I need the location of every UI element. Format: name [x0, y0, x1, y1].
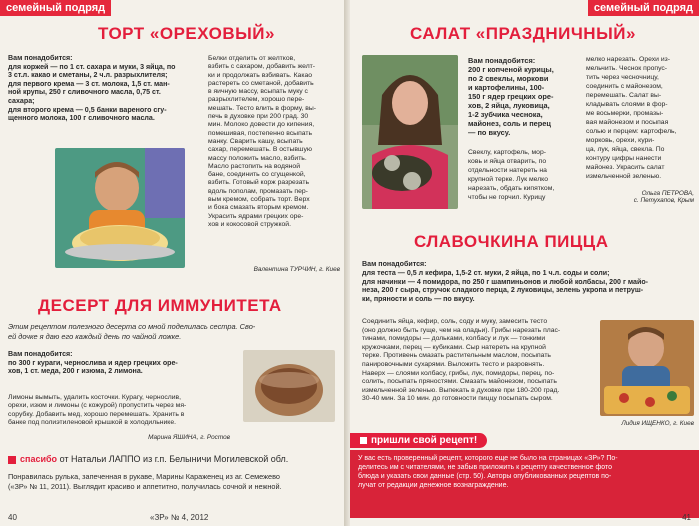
text-line: ей дочке я даю его каждый день по чайной ложке. [8, 332, 182, 341]
text-line: взбить с сахаром, добавить желт- [208, 63, 316, 71]
thanks-heading [8, 454, 342, 464]
text-line: тить через чесночницу, [586, 74, 659, 81]
section-tab: семейный подряд [588, 0, 699, 16]
ingredient-line: ки, пряности и соль — по вкусу. [362, 295, 475, 304]
text-line: ковь и яйца отварить, по [468, 158, 547, 165]
text-line: тинами, помидоры — дольками, колбасу и лук — тонкими [362, 335, 546, 343]
pizza-title: СЛАВОЧКИНА ПИЦЦА [414, 232, 609, 251]
ingredient-line: майонез, соль и перец [468, 119, 551, 128]
salat-ingredients [468, 56, 578, 137]
ingredient-line: хов, 1 ст. меда, 200 г изюма, 2 лимона. [8, 367, 143, 376]
desert-intro [8, 322, 342, 342]
text-line: ки и продолжать взбивать. Какао [208, 71, 313, 79]
text-line: солью и перцем: картофель, [586, 128, 677, 135]
pizza-signature: Лидия ИЩЕНКО, г. Киев [621, 420, 694, 427]
text-line: вая майонезом и посыпая [586, 119, 669, 126]
ingredient-line: и картофелины, 100- [468, 83, 545, 92]
text-line: отдельности натереть на [468, 167, 547, 174]
text-line: кладывать слоями в фор- [586, 101, 668, 108]
tort-ingredients [8, 54, 203, 123]
ingredient-line: хов, 2 яйца, луковица, [468, 101, 550, 110]
page-number: 40 [8, 513, 17, 522]
text-line: Соединить яйца, кефир, соль, соду и муку, замесить тесто [362, 318, 548, 325]
ingredient-line: для первого крема — 3 ст. молока, 1,5 ст. ман- [8, 79, 170, 88]
text-line: Понравилась рулька, запеченная в рукаве, Марины Караженец из аг. Семежево [8, 472, 280, 481]
text-line: солить, посыпать пряностями. Смазать майонезом, посыпать [362, 378, 557, 386]
ingredient-line: для теста — 0,5 л кефира, 1,5-2 ст. муки, 2 яйца, по 1 ч.л. соды и соли; [362, 268, 610, 277]
text-line: растереть со сметаной, добавить [208, 79, 314, 87]
text-line: массу положить масло, взбить. [208, 154, 307, 162]
ingredient-line: щенного молока, 100 г сливочного масла. [8, 114, 155, 123]
text-line: панировочными сухарями. Выложить тесто и разровнять. [362, 360, 545, 368]
text-line: измельченной зеленью. Выпекать в духовке при 180-200 град. [362, 386, 560, 394]
white-square-icon [360, 437, 367, 444]
signature-name: Ольга ПЕТРОВА, [641, 190, 694, 197]
salat-title: САЛАТ «ПРАЗДНИЧНЫЙ» [410, 24, 636, 43]
girl-with-salad-photo [362, 55, 458, 209]
send-recipe-box [350, 450, 699, 518]
text-line: бане, соединить со сгущенкой, [208, 171, 306, 179]
salat-body-right [586, 55, 694, 181]
text-line: майонез. Украсить салат [586, 164, 665, 171]
text-line: помешивая, постепенно всыпать [208, 129, 313, 137]
text-line: в яичную массу, всыпать муку с [208, 88, 308, 96]
ingredients-head: Вам понадобится: [362, 260, 427, 268]
text-line: и бока смазать вторым кремом. [208, 204, 309, 212]
text-line: 30-40 мин. За 10 мин. до готовности пиццу посыпать сыром. [362, 395, 553, 403]
ingredient-line: 150 г ядер грецких оре- [468, 92, 554, 101]
text-line: блюда и указать свои данные (стр. 50). Авторы опубликованных рецептов по- [358, 473, 612, 480]
text-line: соединить с майонезом, [586, 83, 663, 90]
text-line: Этим рецептом полезного десерта со мной поделилась сестра. Сво- [8, 322, 256, 331]
section-tab: семейный подряд [0, 0, 111, 16]
text-line: измельченной зеленью. [586, 173, 662, 180]
ingredients-list [8, 63, 203, 123]
text-line: вдоль пополам, промазать пер- [208, 187, 308, 195]
pizza-body [362, 318, 597, 404]
ingredient-line: — по вкусу. [468, 128, 511, 137]
text-line: («ЗР» № 11, 2011). Выглядит красиво и аппетитно, получилась сочной и нежной. [8, 482, 282, 491]
text-line: сорубку. Добавить мед, хорошо перемешать. Хранить в [8, 410, 185, 418]
text-line: У вас есть проверенный рецепт, которого еще не было на страницах «ЗР»? По- [358, 455, 618, 462]
ingredients-head: Вам понадобится: [468, 56, 536, 65]
ingredient-line: ной крупы, 250 г сливочного масла, 0,75 ст. [8, 88, 161, 97]
text-line: кружочками, перец — кубиками. Сыр натереть на крупной [362, 343, 546, 351]
text-line: вым кремом, собрать торт. Верх [208, 196, 310, 204]
desert-title: ДЕСЕРТ ДЛЯ ИММУНИТЕТА [38, 296, 282, 315]
thanks-word: спасибо [20, 454, 58, 464]
text-line: взбить. Готовый корж разрезать [208, 179, 310, 187]
desert-body [8, 394, 233, 427]
text-line: чтобы не горчил. Курицу [468, 194, 546, 201]
text-line: ме восьмерки, промазы- [586, 110, 664, 117]
ingredients-head: Вам понадобится: [8, 350, 73, 358]
ingredient-line: 1-2 зубчика чеснока, [468, 110, 543, 119]
ingredient-line: неза, 200 г сыра, стручок сладкого перца, 2 луковицы, зелень укропа и петруш- [362, 286, 644, 295]
text-line: Украсить ядрами грецких оре- [208, 212, 304, 220]
right-page [350, 0, 699, 526]
salat-body-left [468, 148, 578, 202]
text-line: Наверх — слоями колбасу, грибы, лук, помидоры, перец, по- [362, 369, 555, 377]
dessert-jar-photo [243, 350, 335, 422]
ingredient-line: для начинки — 4 помидора, по 250 г шампиньонов и любой колбасы, 200 г майо- [362, 277, 649, 286]
text-line: лучат от редакции денежное вознаграждение. [358, 482, 509, 489]
boy-with-cake-photo [55, 148, 185, 268]
text-line: манку. Сварить кашу, всыпать [208, 137, 303, 145]
send-recipe-label: пришли свой рецепт! [371, 435, 478, 446]
tort-body [208, 55, 340, 229]
text-line: ца, лук, яйца, свекла. По [586, 146, 665, 153]
text-line: Лимоны вымыть, удалить косточки. Курагу, чернослив, [8, 394, 182, 401]
thanks-author: от Натальи ЛАППО из г.п. Белыничи Могилевской обл. [59, 454, 289, 464]
text-line: сахар, перемешать. В остывшую [208, 146, 312, 154]
page-number: 41 [682, 513, 691, 522]
pizza-ingredients [362, 260, 694, 304]
text-line: контуру цифры нанести [586, 155, 662, 162]
text-line: мелко нарезать. Орехи из- [586, 56, 670, 63]
text-line: хов и кокосовой стружкой. [208, 220, 291, 228]
text-line: перемешать. Салат вы- [586, 92, 662, 99]
text-line: делитесь им с читателями, не забыв приложить к рецепту качественное фото [358, 464, 612, 471]
ingredient-line: сахара; [8, 96, 35, 105]
text-line: банке под полиэтиленовой крышкой в холодильнике. [8, 418, 177, 426]
text-line: печь в духовке при 200 град. 30 [208, 113, 309, 121]
text-line: орехи, изюм и лимоны (с кожурой) пропустить через мя- [8, 402, 187, 410]
ingredient-line: по 300 г кураги, чернослива и ядер грецких оре- [8, 358, 178, 367]
left-page [0, 0, 346, 526]
text-line: морковь, орехи, кури- [586, 137, 655, 144]
text-line: терке. Противень смазать растительным маслом, посыпать [362, 352, 551, 360]
text-line: Масло растопить на водяной [208, 162, 300, 170]
desert-signature: Марина ЯШИНА, г. Ростов [148, 434, 230, 441]
text-line: Белки отделить от желтков, [208, 55, 296, 62]
salat-signature [580, 190, 694, 204]
boy-with-pizza-photo [600, 320, 694, 416]
ingredient-line: 3 ст.л. какао и сметаны, 2 ч.л. разрыхлителя; [8, 71, 168, 80]
text-line: (оно должно быть гуще, чем на оладьи). Грибы нарезать плас- [362, 326, 561, 334]
text-line: нарезать, обдать кипятком, [468, 185, 555, 192]
signature-place: с. Петухапов, Крым [633, 197, 694, 204]
text-line: мин. Молоко довести до кипения, [208, 121, 315, 129]
ingredient-line: 200 г копченой курицы, [468, 65, 554, 74]
red-square-icon [8, 456, 16, 464]
ingredient-line: по 2 свеклы, моркови [468, 74, 549, 83]
tort-signature: Валентина ТУРЧИН, г. Киев [253, 266, 340, 273]
text-line: мешать. Тесто влить в форму, вы- [208, 104, 317, 112]
text-line: Свеклу, картофель, мор- [468, 149, 547, 156]
text-line: разрыхлителем, хорошо пере- [208, 96, 305, 104]
issue-label: «ЗР» № 4, 2012 [150, 513, 209, 522]
text-line: мельчить. Чеснок пропус- [586, 65, 668, 72]
ingredients-head: Вам понадобится: [8, 54, 73, 62]
desert-ingredients [8, 350, 233, 376]
thanks-body [8, 472, 342, 492]
text-line: крупной терке. Лук мелко [468, 176, 548, 183]
ingredient-line: для коржей — по 1 ст. сахара и муки, 3 яйца, по [8, 62, 176, 71]
tort-title: ТОРТ «ОРЕХОВЫЙ» [98, 24, 275, 43]
send-recipe-pill[interactable] [350, 433, 487, 448]
ingredient-line: для второго крема — 0,5 банки вареного сгу- [8, 105, 167, 114]
